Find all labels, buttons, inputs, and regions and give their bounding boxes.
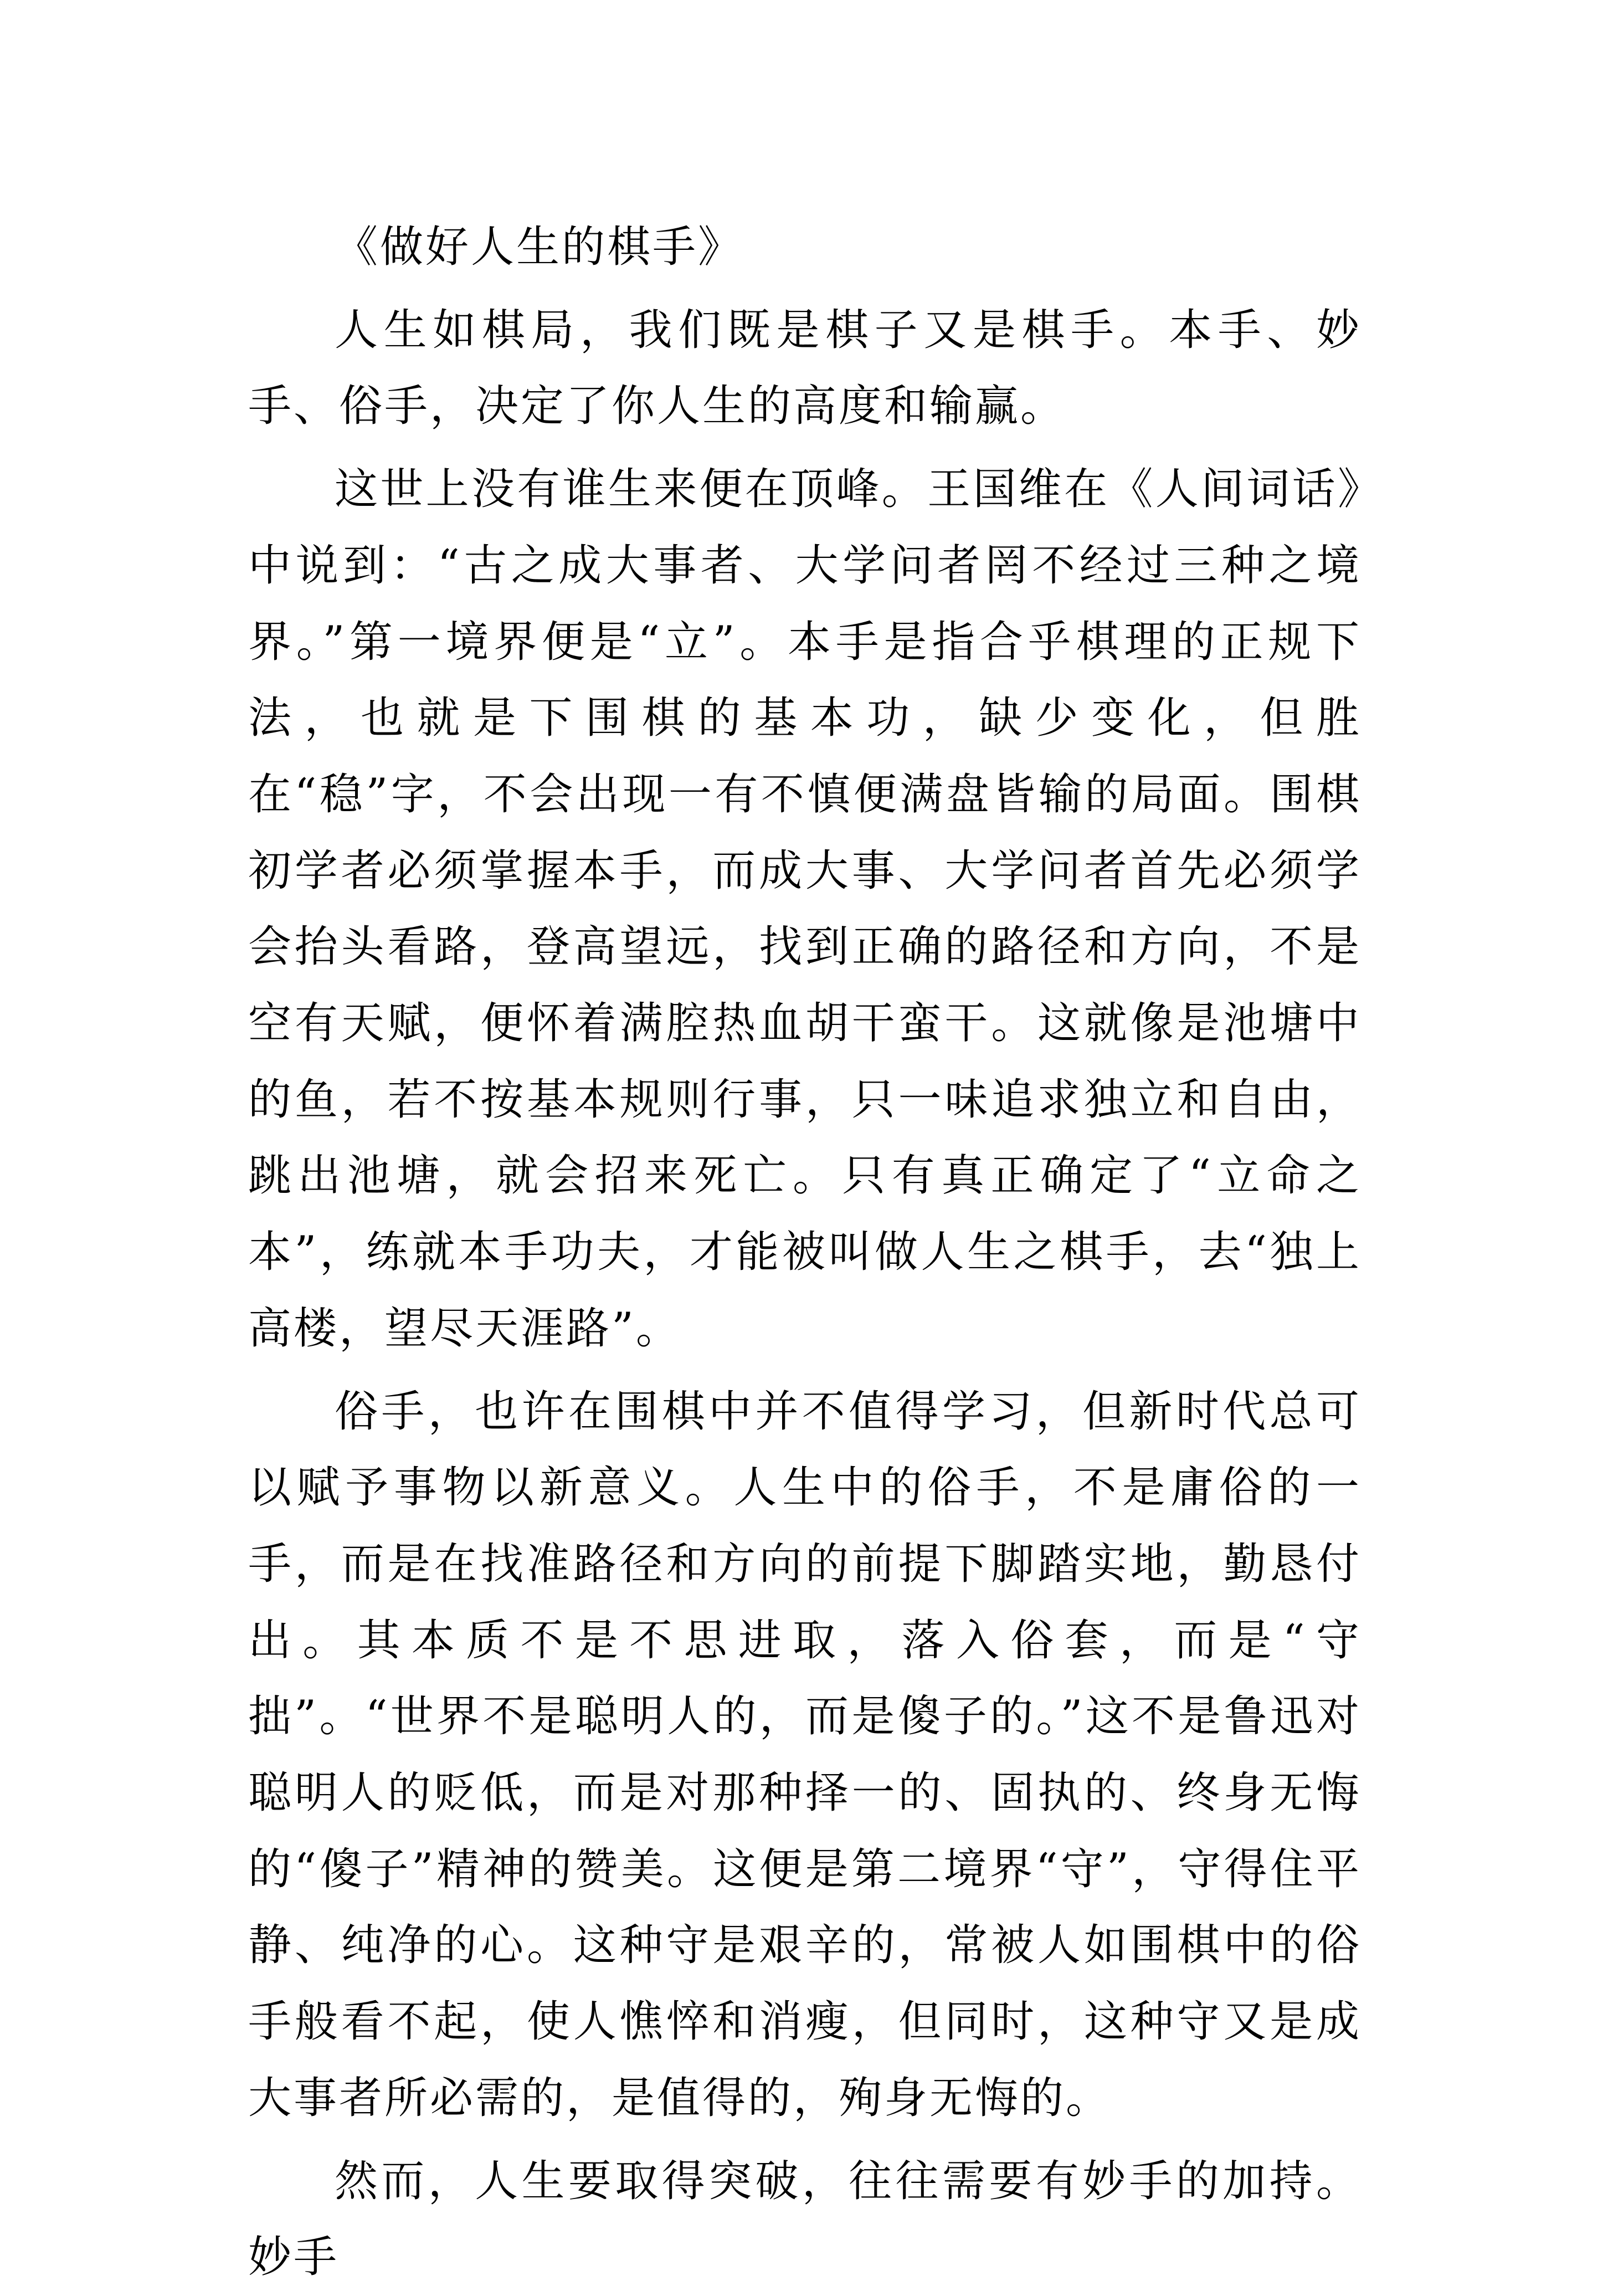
paragraph-4: 然而，人生要取得突破，往往需要有妙手的加持。妙手 — [248, 2156, 1361, 2283]
paragraph-1: 人生如棋局，我们既是棋子又是棋手。本手、妙手、俗手，决定了你人生的高度和输赢。 — [248, 305, 1361, 432]
paragraph-2: 这世上没有谁生来便在顶峰。王国维在《人间词话》中说到：“古之成大事者、大学问者罔不经过三种之境界。”第一境界便是“立”。本手是指合乎棋理的正规下法，也就是下围棋的基本功，缺少变化，但胜在“稳”字，不会出现一有不慎便满盘皆输的局面。围棋初学者必须掌握本手，而成大事、大学问者首先必须学会抬头看路，登高望远，找到正确的路径和方向，不是空有天赋，便怀着满腔热血胡干蛮干。这就像是池塘中的鱼，若不按基本规则行事，只一味追求独立和自由，跳出池塘，就会招来死亡。只有真正确定了“立命之本”，练就本手功夫，才能被叫做人生之棋手，去“独上高楼，望尽天涯路”。 — [248, 464, 1361, 1354]
paragraph-3: 俗手，也许在围棋中并不值得学习，但新时代总可以赋予事物以新意义。人生中的俗手，不是庸俗的一手，而是在找准路径和方向的前提下脚踏实地，勤恳付出。其本质不是不思进取，落入俗套，而是“守拙”。“世界不是聪明人的，而是傻子的。”这不是鲁迅对聪明人的贬低，而是对那种择一的、固执的、终身无悔的“傻子”精神的赞美。这便是第二境界“守”，守得住平静、纯净的心。这种守是艰辛的，常被人如围棋中的俗手般看不起，使人憔悴和消瘦，但同时，这种守又是成大事者所必需的，是值得的，殉身无悔的。 — [248, 1386, 1361, 2123]
document-body — [248, 209, 1361, 2296]
document-title: 《做好人生的棋手》 — [335, 222, 744, 272]
